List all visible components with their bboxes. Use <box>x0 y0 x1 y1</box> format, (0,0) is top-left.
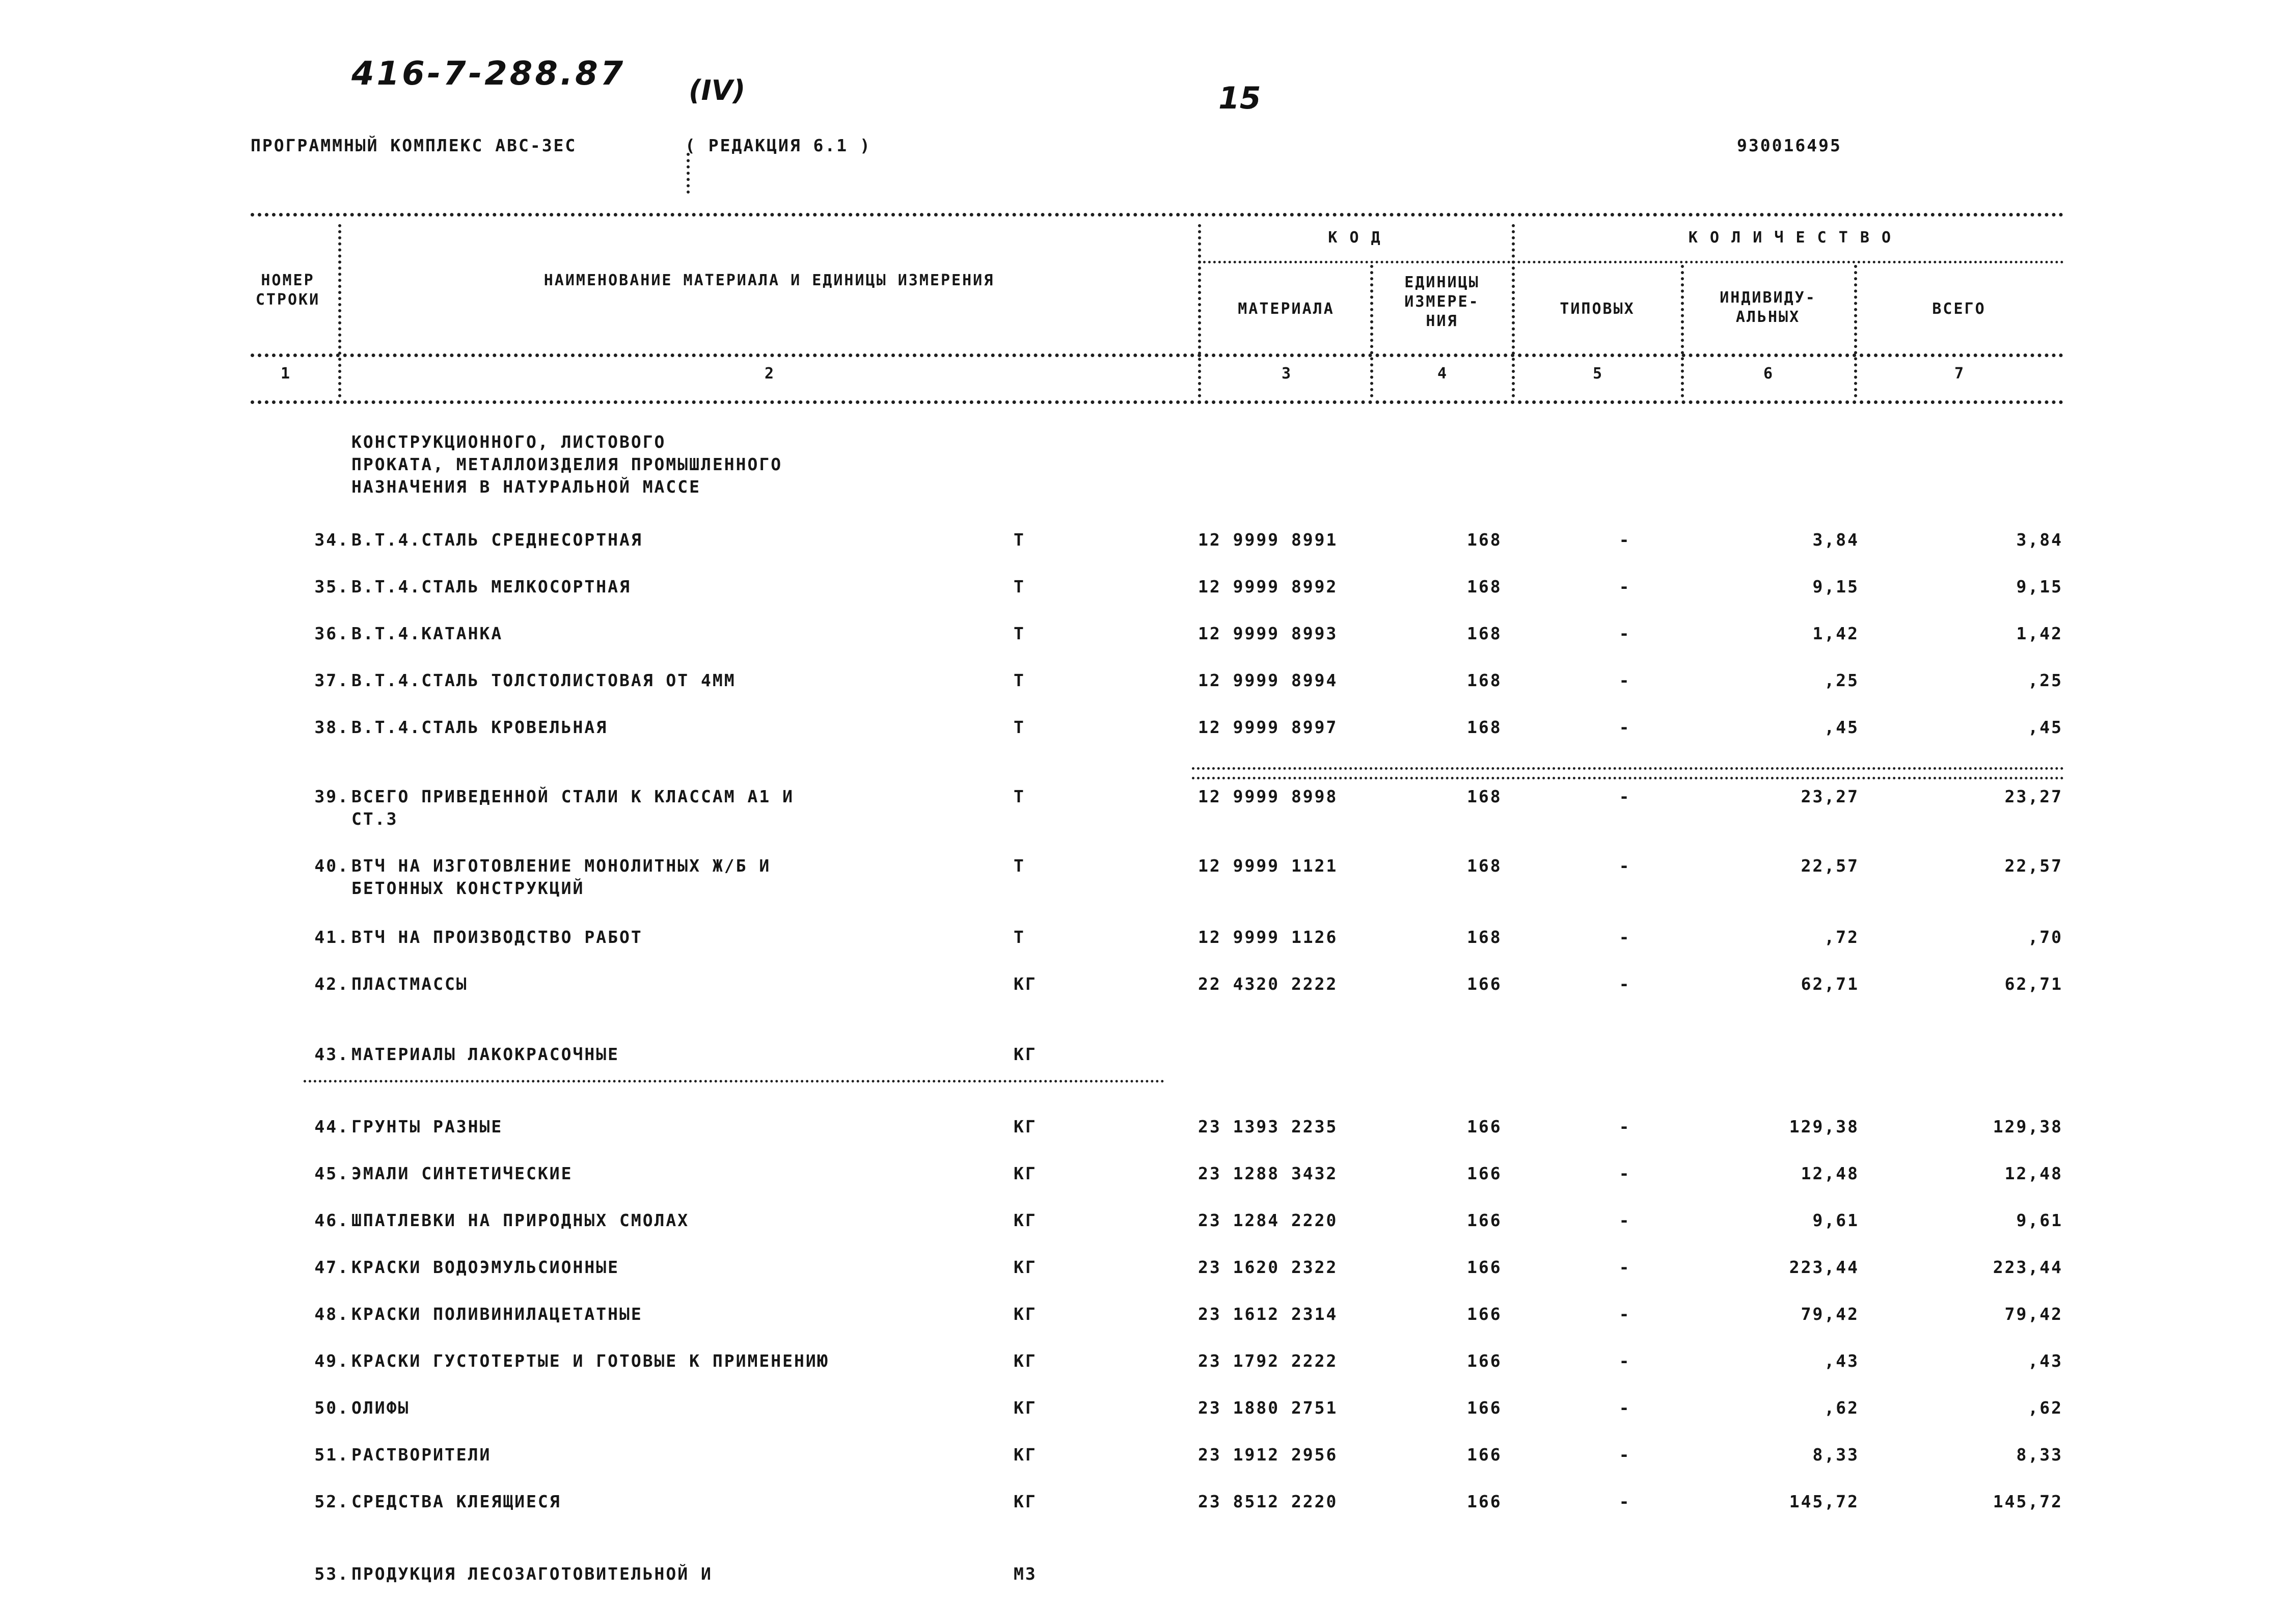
total-qty: 8,33 <box>2016 1445 2063 1465</box>
row-number: 38. <box>314 717 349 737</box>
section-heading: КОНСТРУКЦИОННОГО, ЛИСТОВОГО ПРОКАТА, МЕТАЛЛОИЗДЕЛИЯ ПРОМЫШЛЕННОГО НАЗНАЧЕНИЯ В НАТУРАЛЬНОЙ МАССЕ <box>351 432 783 497</box>
material-name: КРАСКИ ВОДОЭМУЛЬСИОННЫЕ <box>351 1257 619 1277</box>
unitcode-col-divider <box>1512 224 1515 397</box>
unit-code: 168 <box>1467 577 1502 597</box>
material-code: 12 9999 8997 <box>1198 717 1338 737</box>
unit: КГ <box>1014 1044 1037 1064</box>
row-number: 51. <box>314 1445 349 1465</box>
row-col-divider <box>338 224 341 397</box>
col-number: 3 <box>1281 365 1291 383</box>
col-number: 5 <box>1592 365 1602 383</box>
col-group-code: К О Д <box>1328 229 1382 247</box>
individual-qty: 129,38 <box>1789 1117 1859 1136</box>
unit-code: 166 <box>1467 1304 1502 1324</box>
unit: Т <box>1014 670 1025 690</box>
material-code: 23 1288 3432 <box>1198 1163 1338 1183</box>
individual-qty: 79,42 <box>1801 1304 1859 1324</box>
table-row <box>0 1162 2286 1211</box>
col-number: 2 <box>764 365 774 383</box>
individual-qty: 8,33 <box>1812 1445 1859 1465</box>
unit: КГ <box>1014 1351 1037 1371</box>
unit-code: 166 <box>1467 1445 1502 1465</box>
unit-code: 166 <box>1467 1398 1502 1418</box>
table-row <box>0 576 2286 625</box>
material-name: В.Т.4.СТАЛЬ ТОЛСТОЛИСТОВАЯ ОТ 4ММ <box>351 670 736 690</box>
unit: КГ <box>1014 1398 1037 1418</box>
material-name: В.Т.4.СТАЛЬ МЕЛКОСОРТНАЯ <box>351 577 631 597</box>
material-code: 12 9999 8994 <box>1198 670 1338 690</box>
program-title: ПРОГРАММНЫЙ КОМПЛЕКС АВС-3ЕС <box>251 136 577 155</box>
code-group-rule <box>1198 261 2064 263</box>
material-name: ШПАТЛЕВКИ НА ПРИРОДНЫХ СМОЛАХ <box>351 1210 690 1230</box>
unit-code: 166 <box>1467 1257 1502 1277</box>
unit: Т <box>1014 856 1025 876</box>
typical-qty: - <box>1619 927 1631 947</box>
material-code: 23 1284 2220 <box>1198 1210 1338 1230</box>
individual-qty: 12,48 <box>1801 1163 1859 1183</box>
unit-code: 168 <box>1467 787 1502 806</box>
col-number: 1 <box>280 365 290 383</box>
material-name: РАСТВОРИТЕЛИ <box>351 1445 492 1465</box>
table-row <box>0 1256 2286 1305</box>
material-name: ВСЕГО ПРИВЕДЕННОЙ СТАЛИ К КЛАССАМ А1 И СТ.3 <box>351 787 794 829</box>
row-number: 42. <box>314 974 349 994</box>
unit: Т <box>1014 577 1025 597</box>
total-qty: 3,84 <box>2016 530 2063 550</box>
unit: Т <box>1014 787 1025 806</box>
row-number: 47. <box>314 1257 349 1277</box>
unit: КГ <box>1014 1163 1037 1183</box>
total-qty: ,45 <box>2028 717 2063 737</box>
row-number: 46. <box>314 1210 349 1230</box>
individual-qty: 9,61 <box>1812 1210 1859 1230</box>
material-code: 12 9999 1126 <box>1198 927 1338 947</box>
total-qty: ,43 <box>2028 1351 2063 1371</box>
individual-qty: 22,57 <box>1801 856 1859 876</box>
unit-code: 168 <box>1467 927 1502 947</box>
unit-code: 166 <box>1467 1351 1502 1371</box>
material-name: ЭМАЛИ СИНТЕТИЧЕСКИЕ <box>351 1163 573 1183</box>
material-name: ВТЧ НА ПРОИЗВОДСТВО РАБОТ <box>351 927 643 947</box>
col-number: 4 <box>1437 365 1447 383</box>
row-number: 53. <box>314 1564 349 1584</box>
unit: М3 <box>1014 1564 1037 1584</box>
row-number: 48. <box>314 1304 349 1324</box>
total-qty: 9,15 <box>2016 577 2063 597</box>
typical-qty: - <box>1619 787 1631 806</box>
typical-qty: - <box>1619 670 1631 690</box>
typical-qty: - <box>1619 974 1631 994</box>
material-code: 23 1880 2751 <box>1198 1398 1338 1418</box>
row-number: 34. <box>314 530 349 550</box>
individual-qty: ,72 <box>1824 927 1859 947</box>
individual-qty: 223,44 <box>1789 1257 1859 1277</box>
col-number: 6 <box>1763 365 1773 383</box>
row-number: 41. <box>314 927 349 947</box>
total-qty: 129,38 <box>1993 1117 2063 1136</box>
row-number: 40. <box>314 856 349 876</box>
header-bottom-rule <box>251 354 2064 357</box>
col-header-row-number: НОМЕР СТРОКИ <box>255 272 320 309</box>
col-header-unit-code: ЕДИНИЦЫ ИЗМЕРЕ- НИЯ <box>1404 274 1480 330</box>
material-code: 12 9999 8992 <box>1198 577 1338 597</box>
material-name: ОЛИФЫ <box>351 1398 410 1418</box>
typical-qty: - <box>1619 1445 1631 1465</box>
typical-qty: - <box>1619 577 1631 597</box>
material-code: 22 4320 2222 <box>1198 974 1338 994</box>
total-qty: ,25 <box>2028 670 2063 690</box>
document-number: 930016495 <box>1737 136 1842 155</box>
material-code: 23 1620 2322 <box>1198 1257 1338 1277</box>
material-code: 12 9999 8998 <box>1198 787 1338 806</box>
unit-code: 168 <box>1467 624 1502 643</box>
material-name: СРЕДСТВА КЛЕЯЩИЕСЯ <box>351 1492 561 1511</box>
individual-qty: 9,15 <box>1812 577 1859 597</box>
table-row <box>0 1491 2286 1539</box>
typical-qty: - <box>1619 717 1631 737</box>
unit: КГ <box>1014 1117 1037 1136</box>
table-row <box>0 1116 2286 1165</box>
unit-code: 168 <box>1467 856 1502 876</box>
typical-qty: - <box>1619 1163 1631 1183</box>
material-name: КРАСКИ ГУСТОТЕРТЫЕ И ГОТОВЫЕ К ПРИМЕНЕНИЮ <box>351 1351 829 1371</box>
typical-qty: - <box>1619 1351 1631 1371</box>
col-header-total: ВСЕГО <box>1932 300 1986 318</box>
unit-code: 168 <box>1467 717 1502 737</box>
table-row <box>0 1350 2286 1399</box>
individual-qty: 23,27 <box>1801 787 1859 806</box>
unit-code: 168 <box>1467 530 1502 550</box>
unit: КГ <box>1014 974 1037 994</box>
row-number: 43. <box>314 1044 349 1064</box>
unit-code: 166 <box>1467 974 1502 994</box>
row-number: 39. <box>314 787 349 806</box>
material-name: КРАСКИ ПОЛИВИНИЛАЦЕТАТНЫЕ <box>351 1304 643 1324</box>
unit: Т <box>1014 530 1025 550</box>
col-header-typical: ТИПОВЫХ <box>1560 300 1635 318</box>
typical-qty: - <box>1619 1304 1631 1324</box>
unit: КГ <box>1014 1210 1037 1230</box>
individual-qty: ,43 <box>1824 1351 1859 1371</box>
row-number: 50. <box>314 1398 349 1418</box>
subgroup-rule <box>304 1080 1164 1082</box>
row-number: 52. <box>314 1492 349 1511</box>
table-row <box>0 1397 2286 1446</box>
material-name: ПРОДУКЦИЯ ЛЕСОЗАГОТОВИТЕЛЬНОЙ И <box>351 1564 713 1584</box>
total-qty: 12,48 <box>2004 1163 2063 1183</box>
col-group-quantity: К О Л И Ч Е С Т В О <box>1688 229 1893 247</box>
total-qty: ,70 <box>2028 927 2063 947</box>
material-name: ПЛАСТМАССЫ <box>351 974 468 994</box>
name-col-divider <box>1198 224 1201 397</box>
material-code: 12 9999 8993 <box>1198 624 1338 643</box>
material-code: 23 1393 2235 <box>1198 1117 1338 1136</box>
total-separator <box>1192 767 2064 779</box>
row-number: 37. <box>314 670 349 690</box>
edition-label: ( РЕДАКЦИЯ 6.1 ) <box>685 136 872 155</box>
table-row <box>0 622 2286 671</box>
table-row <box>0 529 2286 578</box>
material-code: 23 1792 2222 <box>1198 1351 1338 1371</box>
typical-qty: - <box>1619 1492 1631 1511</box>
handwritten-page-number: 15 <box>1218 80 1261 116</box>
typical-qty: - <box>1619 1398 1631 1418</box>
material-name: ВТЧ НА ИЗГОТОВЛЕНИЕ МОНОЛИТНЫХ Ж/Б И БЕТОННЫХ КОНСТРУКЦИЙ <box>351 856 771 898</box>
material-name: В.Т.4.КАТАНКА <box>351 624 503 643</box>
handwritten-doc-code: 416-7-288.87 <box>351 55 626 93</box>
table-row <box>0 716 2286 765</box>
table-row <box>0 1043 2286 1092</box>
total-qty: 22,57 <box>2004 856 2063 876</box>
row-number: 45. <box>314 1163 349 1183</box>
total-qty: 145,72 <box>1993 1492 2063 1511</box>
table-row <box>0 1209 2286 1258</box>
unit: КГ <box>1014 1257 1037 1277</box>
unit: Т <box>1014 717 1025 737</box>
total-qty: ,62 <box>2028 1398 2063 1418</box>
material-name: МАТЕРИАЛЫ ЛАКОКРАСОЧНЫЕ <box>351 1044 619 1064</box>
col-header-material-code: МАТЕРИАЛА <box>1238 300 1335 318</box>
individual-qty: 62,71 <box>1801 974 1859 994</box>
material-code: 23 8512 2220 <box>1198 1492 1338 1511</box>
typical-qty: - <box>1619 1117 1631 1136</box>
table-row <box>0 855 2286 904</box>
total-qty: 79,42 <box>2004 1304 2063 1324</box>
material-code: 23 1612 2314 <box>1198 1304 1338 1324</box>
table-row <box>0 1303 2286 1352</box>
col-header-name: НАИМЕНОВАНИЕ МАТЕРИАЛА И ЕДИНИЦЫ ИЗМЕРЕНИЯ <box>543 272 995 289</box>
row-number: 35. <box>314 577 349 597</box>
unit-code: 166 <box>1467 1492 1502 1511</box>
material-name: В.Т.4.СТАЛЬ СРЕДНЕСОРТНАЯ <box>351 530 643 550</box>
material-code: 23 1912 2956 <box>1198 1445 1338 1465</box>
table-row <box>0 669 2286 718</box>
column-number-rule <box>251 400 2064 404</box>
total-qty: 62,71 <box>2004 974 2063 994</box>
typical-qty: - <box>1619 530 1631 550</box>
table-row <box>0 926 2286 975</box>
header-tick <box>687 153 690 194</box>
total-qty: 23,27 <box>2004 787 2063 806</box>
material-code: 12 9999 1121 <box>1198 856 1338 876</box>
unit: КГ <box>1014 1304 1037 1324</box>
row-number: 44. <box>314 1117 349 1136</box>
row-number: 49. <box>314 1351 349 1371</box>
col-header-individual: ИНДИВИДУ- АЛЬНЫХ <box>1720 289 1816 326</box>
handwritten-sheet-mark: (IV) <box>689 74 746 106</box>
unit-code: 166 <box>1467 1117 1502 1136</box>
individual-qty: ,62 <box>1824 1398 1859 1418</box>
table-top-rule <box>251 213 2064 216</box>
unit: КГ <box>1014 1445 1037 1465</box>
material-name: В.Т.4.СТАЛЬ КРОВЕЛЬНАЯ <box>351 717 608 737</box>
total-qty: 9,61 <box>2016 1210 2063 1230</box>
row-number: 36. <box>314 624 349 643</box>
typical-qty: - <box>1619 1210 1631 1230</box>
individual-qty: 1,42 <box>1812 624 1859 643</box>
table-row <box>0 1563 2286 1612</box>
total-qty: 1,42 <box>2016 624 2063 643</box>
individual-qty: ,25 <box>1824 670 1859 690</box>
total-qty: 223,44 <box>1993 1257 2063 1277</box>
unit-code: 166 <box>1467 1210 1502 1230</box>
individual-qty: 3,84 <box>1812 530 1859 550</box>
table-row <box>0 973 2286 1022</box>
unit-code: 168 <box>1467 670 1502 690</box>
typical-qty: - <box>1619 1257 1631 1277</box>
col-number: 7 <box>1954 365 1964 383</box>
typical-qty: - <box>1619 856 1631 876</box>
unit: Т <box>1014 927 1025 947</box>
unit: Т <box>1014 624 1025 643</box>
individual-qty: ,45 <box>1824 717 1859 737</box>
table-row <box>0 1444 2286 1493</box>
material-name: ГРУНТЫ РАЗНЫЕ <box>351 1117 503 1136</box>
individual-qty: 145,72 <box>1789 1492 1859 1511</box>
material-code: 12 9999 8991 <box>1198 530 1338 550</box>
unit-code: 166 <box>1467 1163 1502 1183</box>
table-row <box>0 786 2286 834</box>
typical-qty: - <box>1619 624 1631 643</box>
unit: КГ <box>1014 1492 1037 1511</box>
